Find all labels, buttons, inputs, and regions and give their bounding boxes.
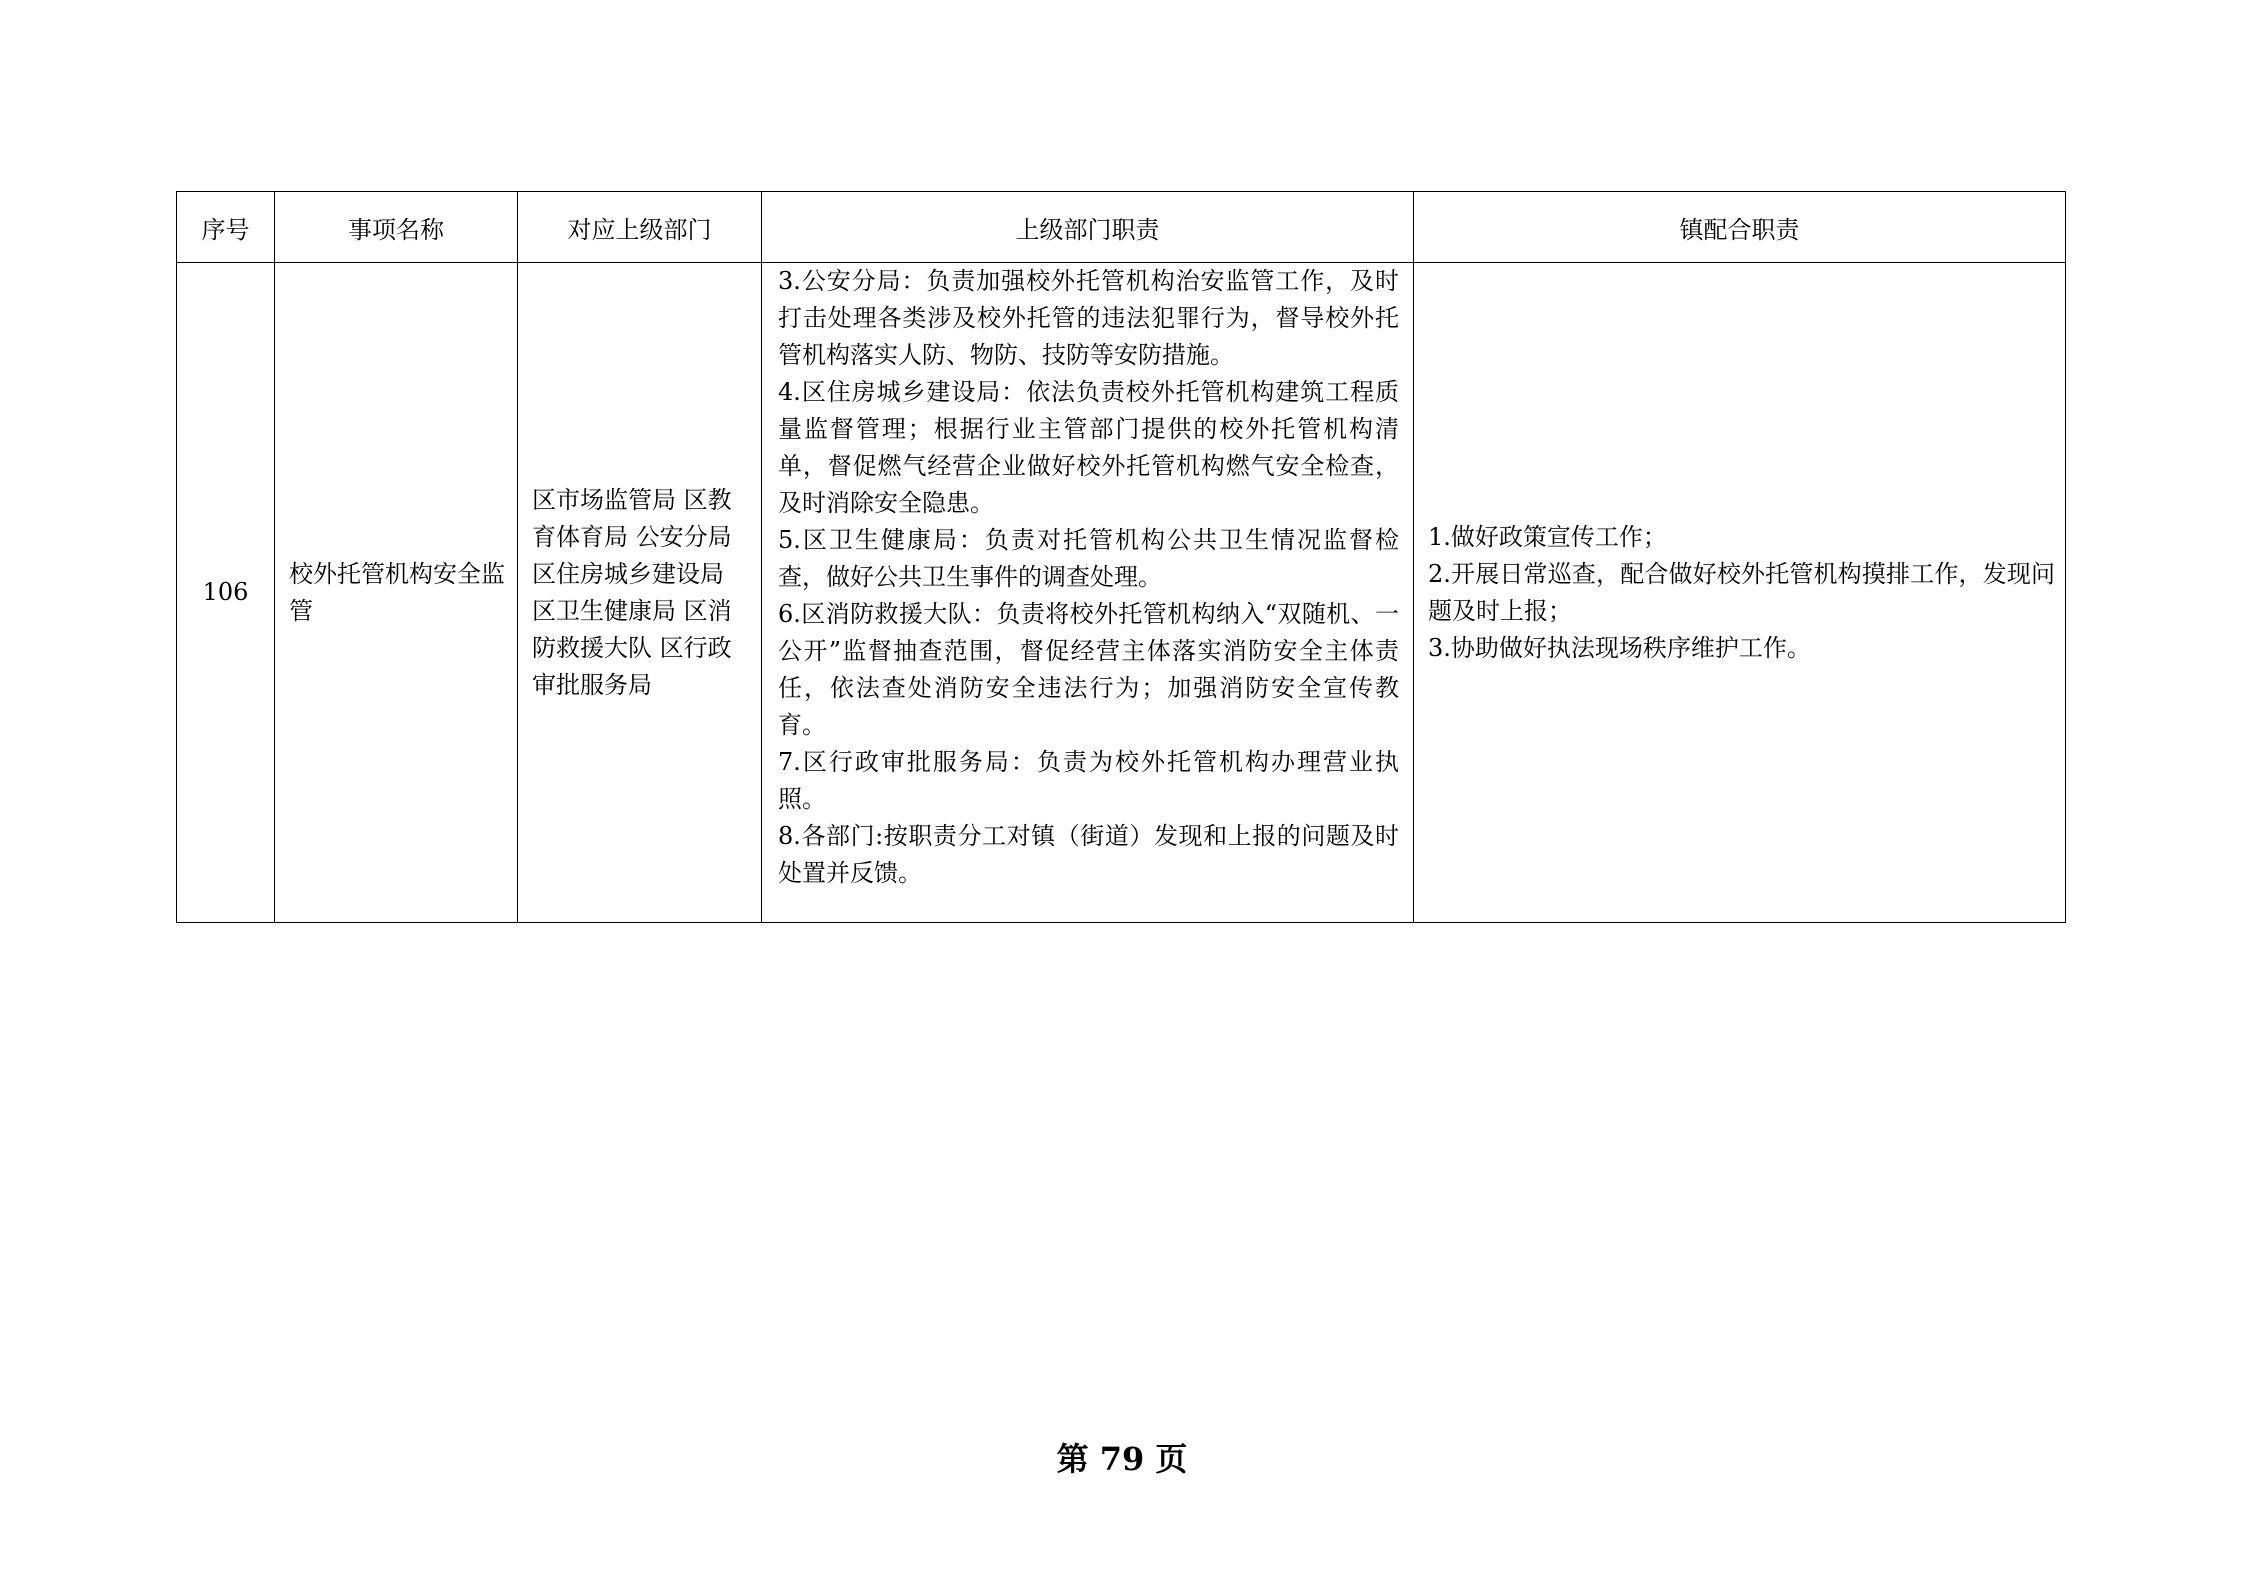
header-item-name: 事项名称 xyxy=(275,192,518,263)
duty-item: 5.区卫生健康局：负责对托管机构公共卫生情况监督检查，做好公共卫生事件的调查处理。 xyxy=(778,526,1399,591)
cell-superior-duty xyxy=(762,263,1414,923)
table-row xyxy=(177,263,2066,923)
duty-item: 4.区住房城乡建设局：依法负责校外托管机构建筑工程质量监督管理；根据行业主管部门提供的校外托管机构清单，督促燃气经营企业做好校外托管机构燃气安全检查，及时消除安全隐患。 xyxy=(778,378,1399,517)
duty-item: 3.公安分局：负责加强校外托管机构治安监管工作，及时打击处理各类涉及校外托管的违法犯罪行为，督导校外托管机构落实人防、物防、技防等安防措施。 xyxy=(778,267,1399,369)
duty-item: 6.区消防救援大队：负责将校外托管机构纳入“双随机、一公开”监督抽查范围，督促经营主体落实消防安全主体责任，依法查处消防安全违法行为；加强消防安全宣传教育。 xyxy=(778,600,1399,739)
duty-item: 7.区行政审批服务局：负责为校外托管机构办理营业执照。 xyxy=(778,748,1399,813)
header-seq: 序号 xyxy=(177,192,275,263)
header-superior-dept: 对应上级部门 xyxy=(518,192,762,263)
header-superior-duty: 上级部门职责 xyxy=(762,192,1414,263)
page-number: 第 79 页 xyxy=(1056,1440,1188,1478)
town-duty-item: 2.开展日常巡查，配合做好校外托管机构摸排工作，发现问题及时上报； xyxy=(1428,559,2055,625)
cell-item-name: 校外托管机构安全监管 xyxy=(275,263,518,923)
cell-town-duty xyxy=(1414,263,2066,923)
header-row xyxy=(177,192,2066,263)
header-town-duty: 镇配合职责 xyxy=(1414,192,2066,263)
table-header xyxy=(177,192,2066,263)
town-duty-item: 1.做好政策宣传工作； xyxy=(1428,522,1667,551)
cell-seq: 106 xyxy=(177,263,275,923)
town-duty-item: 3.协助做好执法现场秩序维护工作。 xyxy=(1428,633,1811,662)
duty-table xyxy=(176,191,2066,923)
cell-superior-dept: 区市场监管局 区教育体育局 公安分局 区住房城乡建设局 区卫生健康局 区消防救援大队 区行政审批服务局 xyxy=(518,263,762,923)
duty-item: 8.各部门:按职责分工对镇（街道）发现和上报的问题及时处置并反馈。 xyxy=(778,822,1399,887)
